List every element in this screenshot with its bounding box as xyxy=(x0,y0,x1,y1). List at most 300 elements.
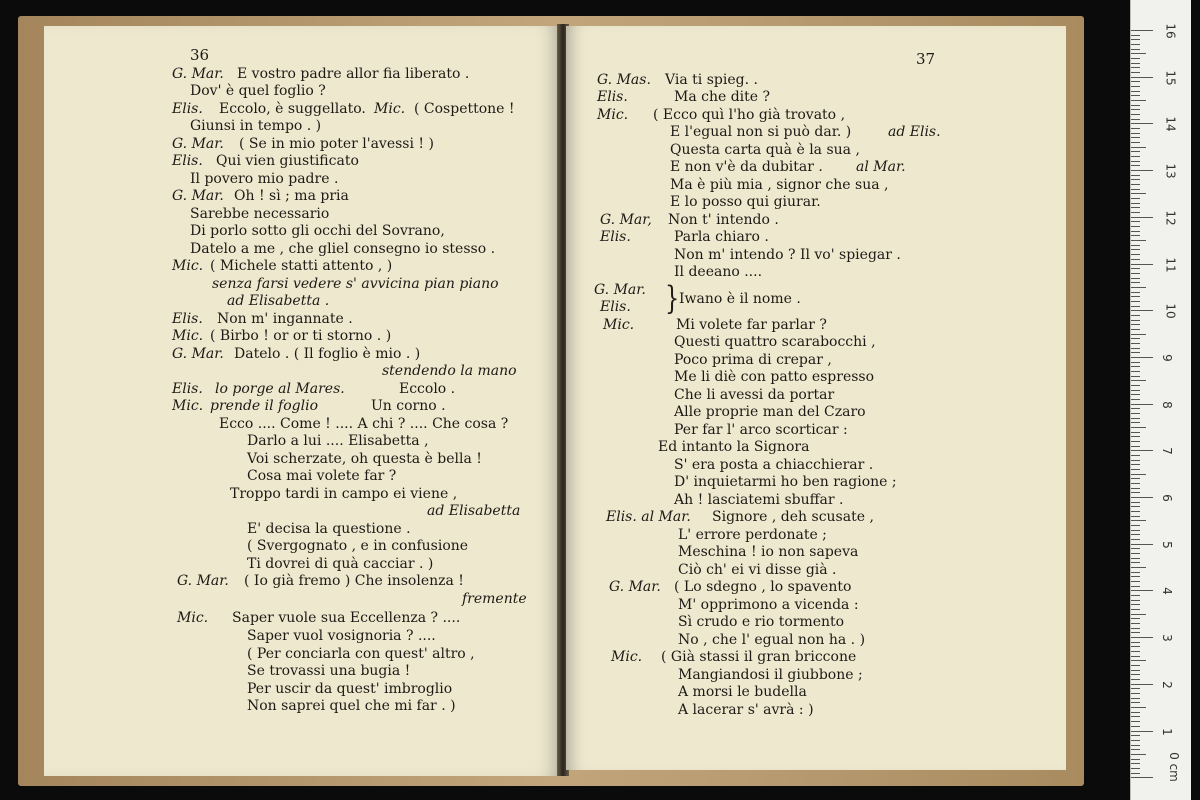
text-line xyxy=(566,509,1066,526)
speaker-label: G. Mar. xyxy=(172,346,224,362)
ruler-tick xyxy=(1131,446,1140,447)
verse-text: ( Michele statti attento , ) xyxy=(210,258,393,274)
ruler-tick xyxy=(1131,469,1140,470)
speaker-label: Elis. xyxy=(172,381,203,397)
ruler-tick xyxy=(1131,268,1140,269)
verse-text: Eccolo . xyxy=(399,381,456,397)
ruler-tick xyxy=(1131,142,1140,143)
verse-text: Alle proprie man del Czaro xyxy=(674,404,866,420)
ruler-tick xyxy=(1131,562,1140,563)
ruler-tick xyxy=(1131,109,1140,110)
speaker-label: Mic. xyxy=(611,649,643,665)
speaker-label: Mic. xyxy=(172,398,204,414)
stage-direction: al Mar. xyxy=(856,159,906,175)
text-line xyxy=(566,89,1066,106)
text-line xyxy=(44,206,561,223)
verse-text: ( Per conciarla con quest' altro , xyxy=(247,646,475,662)
measuring-ruler xyxy=(1130,0,1191,800)
verse-text: Non m' intendo ? Il vo' spiegar . xyxy=(674,247,901,263)
ruler-tick xyxy=(1131,371,1140,372)
text-line xyxy=(566,229,1066,246)
ruler-tick xyxy=(1131,474,1146,475)
ruler-tick xyxy=(1131,450,1153,451)
ruler-tick xyxy=(1131,123,1153,124)
ruler-tick xyxy=(1131,189,1140,190)
ruler-tick xyxy=(1131,534,1140,535)
ruler-tick xyxy=(1131,422,1140,423)
right-page xyxy=(566,26,1066,770)
verse-text: Oh ! sì ; ma pria xyxy=(234,188,349,204)
speaker-label: Mic. xyxy=(172,328,204,344)
ruler-tick xyxy=(1131,749,1140,750)
ruler-tick xyxy=(1131,221,1140,222)
ruler-tick xyxy=(1131,49,1140,50)
verse-text: Mangiandosi il giubbone ; xyxy=(678,667,863,683)
verse-text: Ti dovrei di quà cacciar . ) xyxy=(247,556,434,572)
text-line xyxy=(44,328,561,345)
ruler-tick xyxy=(1131,688,1140,689)
text-line xyxy=(566,334,1066,351)
text-line xyxy=(566,527,1066,544)
text-line xyxy=(44,556,561,573)
stage-direction: prende il foglio xyxy=(210,398,319,414)
ruler-tick xyxy=(1131,520,1146,521)
verse-text: Eccolo, è suggellato. xyxy=(219,101,366,117)
verse-text: Troppo tardi in campo ei viene , xyxy=(230,486,458,502)
ruler-tick xyxy=(1131,656,1140,657)
ruler-tick xyxy=(1131,245,1140,246)
text-line xyxy=(566,562,1066,579)
text-line xyxy=(44,416,561,433)
ruler-tick xyxy=(1131,408,1140,409)
ruler-tick xyxy=(1131,264,1153,265)
ruler-tick xyxy=(1131,773,1140,774)
ruler-tick xyxy=(1131,670,1140,671)
ruler-tick xyxy=(1131,651,1140,652)
text-line xyxy=(44,101,561,118)
text-line xyxy=(44,66,561,83)
ruler-tick xyxy=(1131,156,1140,157)
ruler-tick xyxy=(1131,483,1140,484)
verse-text: Questa carta quà è la sua , xyxy=(670,142,860,158)
verse-text: Me li diè con patto espresso xyxy=(674,369,875,385)
stage-direction: fremente xyxy=(462,591,527,607)
speaker-label: Mic. xyxy=(172,258,204,274)
verse-text: Non t' intendo . xyxy=(668,212,779,228)
ruler-tick xyxy=(1131,553,1140,554)
ruler-tick xyxy=(1131,432,1140,433)
verse-text: Cosa mai volete far ? xyxy=(247,468,397,484)
verse-text: Di porlo sotto gli occhi del Sovrano, xyxy=(190,223,445,239)
ruler-tick xyxy=(1131,282,1140,283)
ruler-number: 5 xyxy=(1159,540,1174,549)
ruler-tick xyxy=(1131,292,1140,293)
verse-text: ( Lo sdegno , lo spavento xyxy=(674,579,852,595)
verse-text: Mi volete far parlar ? xyxy=(676,317,827,333)
ruler-tick xyxy=(1131,217,1153,218)
ruler-tick xyxy=(1131,362,1140,363)
ruler-number: 10 xyxy=(1163,303,1178,319)
speaker-label: G. Mar. xyxy=(594,282,646,298)
ruler-tick xyxy=(1131,203,1140,204)
ruler-tick xyxy=(1131,548,1140,549)
ruler-number: 8 xyxy=(1159,400,1174,409)
verse-text: Ma che dite ? xyxy=(674,89,771,105)
ruler-tick xyxy=(1131,455,1140,456)
ruler-number: 4 xyxy=(1159,587,1174,596)
ruler-tick xyxy=(1131,179,1140,180)
ruler-tick xyxy=(1131,712,1140,713)
ruler-tick xyxy=(1131,502,1140,503)
verse-text: Signore , deh scusate , xyxy=(712,509,874,525)
page-number: 37 xyxy=(916,50,936,68)
speaker-label: Elis. xyxy=(172,101,203,117)
text-line xyxy=(566,72,1066,89)
ruler-tick xyxy=(1131,632,1140,633)
speaker-label: Elis. al Mar. xyxy=(606,509,691,525)
verse-text: E lo posso qui giurar. xyxy=(670,194,821,210)
verse-text: Se trovassi una bugia ! xyxy=(247,663,411,679)
text-line xyxy=(44,503,561,520)
ruler-tick xyxy=(1131,63,1140,64)
verse-text: Saper vuol vosignoria ? .... xyxy=(247,628,436,644)
ruler-tick xyxy=(1131,586,1140,587)
verse-text: Saper vuole sua Eccellenza ? .... xyxy=(232,610,461,626)
speaker-label: Elis. xyxy=(600,229,631,245)
ruler-tick xyxy=(1131,618,1140,619)
text-line xyxy=(44,521,561,538)
ruler-tick xyxy=(1131,488,1140,489)
ruler-tick xyxy=(1131,637,1153,638)
ruler-tick xyxy=(1131,506,1140,507)
text-line xyxy=(566,702,1066,719)
ruler-tick xyxy=(1131,273,1140,274)
text-line xyxy=(44,698,561,715)
ruler-tick xyxy=(1131,726,1140,727)
ruler-tick xyxy=(1131,366,1140,367)
ruler-tick xyxy=(1131,278,1140,279)
text-line xyxy=(44,223,561,240)
speaker-label: Elis. xyxy=(597,89,628,105)
verse-text: A morsi le budella xyxy=(678,684,807,700)
ruler-tick xyxy=(1131,754,1146,755)
ruler-tick xyxy=(1131,324,1140,325)
ruler-tick xyxy=(1131,777,1153,778)
text-line xyxy=(566,212,1066,229)
ruler-tick xyxy=(1131,497,1153,498)
ruler-tick xyxy=(1131,679,1140,680)
verse-text: ( Ecco quì l'ho già trovato , xyxy=(653,107,846,123)
text-line xyxy=(566,317,1066,334)
text-line xyxy=(44,363,561,380)
ruler-tick xyxy=(1131,427,1146,428)
ruler-tick xyxy=(1131,418,1140,419)
text-line xyxy=(566,264,1066,281)
text-line xyxy=(44,118,561,135)
ruler-number: 16 xyxy=(1163,23,1178,39)
ruler-tick xyxy=(1131,100,1146,101)
text-line xyxy=(44,241,561,258)
ruler-tick xyxy=(1131,385,1140,386)
verse-text: Giunsi in tempo . ) xyxy=(190,118,322,134)
ruler-tick xyxy=(1131,44,1140,45)
verse-text: E l'egual non si può dar. ) xyxy=(670,124,852,140)
text-line xyxy=(566,684,1066,701)
speaker-label: G. Mar, xyxy=(600,212,652,228)
verse-text: Non saprei quel che mi far . ) xyxy=(247,698,456,714)
ruler-tick xyxy=(1131,137,1140,138)
ruler-tick xyxy=(1131,707,1146,708)
ruler-tick xyxy=(1131,380,1146,381)
verse-text: Sì crudo e rio tormento xyxy=(678,614,845,630)
ruler-tick xyxy=(1131,207,1140,208)
verse-text: Via ti spieg. . xyxy=(665,72,758,88)
ruler-tick xyxy=(1131,77,1153,78)
ruler-tick xyxy=(1131,165,1140,166)
ruler-tick xyxy=(1131,642,1140,643)
ruler-tick xyxy=(1131,721,1140,722)
ruler-number: 3 xyxy=(1159,634,1174,642)
ruler-tick xyxy=(1131,58,1140,59)
ruler-tick xyxy=(1131,254,1140,255)
stage-direction: lo porge al Mares. xyxy=(215,381,345,397)
text-line xyxy=(566,299,1066,316)
text-line xyxy=(566,142,1066,159)
text-line xyxy=(44,398,561,415)
verse-text: A lacerar s' avrà : ) xyxy=(678,702,814,718)
speaker-label: Mic. xyxy=(597,107,629,123)
ruler-number: 14 xyxy=(1163,116,1178,133)
ruler-tick xyxy=(1131,698,1140,699)
text-line xyxy=(44,610,561,627)
ruler-tick xyxy=(1131,404,1153,405)
text-line xyxy=(566,422,1066,439)
text-line xyxy=(44,381,561,398)
verse-text: Questi quattro scarabocchi , xyxy=(674,334,876,350)
verse-text: Il povero mio padre . xyxy=(190,171,339,187)
ruler-tick xyxy=(1131,702,1140,703)
text-line xyxy=(566,457,1066,474)
ruler-tick xyxy=(1131,693,1140,694)
ruler-tick xyxy=(1131,39,1140,40)
ruler-tick xyxy=(1131,231,1140,232)
text-line xyxy=(44,171,561,188)
text-line xyxy=(566,544,1066,561)
text-line xyxy=(44,258,561,275)
text-line xyxy=(566,649,1066,666)
verse-text: Un corno . xyxy=(371,398,446,414)
ruler-tick xyxy=(1131,660,1146,661)
ruler-tick xyxy=(1131,539,1140,540)
ruler-tick xyxy=(1131,259,1140,260)
verse-text: Ecco .... Come ! .... A chi ? .... Che cosa ? xyxy=(219,416,509,432)
verse-text: ( Svergognato , e in confusione xyxy=(247,538,469,554)
ruler-tick xyxy=(1131,334,1146,335)
verse-text: No , che l' egual non ha . ) xyxy=(678,632,866,648)
verse-text: Il deeano .... xyxy=(674,264,763,280)
verse-text: ( Io già fremo ) Che insolenza ! xyxy=(244,573,464,589)
ruler-tick xyxy=(1131,413,1140,414)
ruler-tick xyxy=(1131,249,1140,250)
verse-text: Dov' è quel foglio ? xyxy=(190,83,326,99)
speaker-label: Elis. xyxy=(172,311,203,327)
speaker-label: Mic. xyxy=(603,317,635,333)
verse-text: Ed intanto la Signora xyxy=(658,439,810,455)
text-line xyxy=(44,468,561,485)
speaker-label: Elis. xyxy=(172,153,203,169)
ruler-tick xyxy=(1131,212,1140,213)
text-line xyxy=(44,573,561,590)
ruler-tick xyxy=(1131,530,1140,531)
text-line xyxy=(566,387,1066,404)
speaker-label: G. Mar. xyxy=(172,136,224,152)
ruler-tick xyxy=(1131,665,1140,666)
ruler-tick xyxy=(1131,581,1140,582)
stage-direction: senza farsi vedere s' avvicina pian piano xyxy=(212,276,499,292)
ruler-tick xyxy=(1131,343,1140,344)
speaker-label: Mic. xyxy=(374,101,406,117)
ruler-tick xyxy=(1131,53,1146,54)
verse-text: Non m' ingannate . xyxy=(217,311,353,327)
ruler-tick xyxy=(1131,193,1146,194)
ruler-tick xyxy=(1131,105,1140,106)
verse-text: L' errore perdonate ; xyxy=(678,527,827,543)
stage-direction: ad Elisabetta . xyxy=(227,293,330,309)
ruler-tick xyxy=(1131,320,1140,321)
ruler-tick xyxy=(1131,95,1140,96)
ruler-tick xyxy=(1131,296,1140,297)
ruler-tick xyxy=(1131,170,1153,171)
ruler-tick xyxy=(1131,86,1140,87)
ruler-number: 15 xyxy=(1163,70,1178,86)
text-line xyxy=(44,433,561,450)
verse-text: S' era posta a chiacchierar . xyxy=(674,457,874,473)
ruler-tick xyxy=(1131,30,1153,31)
verse-text: ( Se in mio poter l'avessi ! ) xyxy=(239,136,434,152)
ruler-number: 1 xyxy=(1159,727,1174,736)
verse-text: E vostro padre allor fia liberato . xyxy=(237,66,470,82)
ruler-tick xyxy=(1131,572,1140,573)
text-line xyxy=(566,369,1066,386)
verse-text: Parla chiaro . xyxy=(674,229,769,245)
ruler-tick xyxy=(1131,614,1146,615)
verse-text: Poco prima di crepar , xyxy=(674,352,832,368)
verse-text: ( Cospettone ! xyxy=(414,101,515,117)
verse-text: Iwano è il nome . xyxy=(679,291,801,307)
ruler-tick xyxy=(1131,394,1140,395)
text-line xyxy=(44,136,561,153)
ruler-tick xyxy=(1131,306,1140,307)
ruler-tick xyxy=(1131,348,1140,349)
ruler-tick xyxy=(1131,759,1140,760)
ruler-tick xyxy=(1131,525,1140,526)
ruler-unit-label: 0 cm xyxy=(1166,752,1181,782)
ruler-tick xyxy=(1131,516,1140,517)
verse-text: Per uscir da quest' imbroglio xyxy=(247,681,453,697)
text-line xyxy=(44,628,561,645)
ruler-tick xyxy=(1131,287,1146,288)
text-line xyxy=(566,579,1066,596)
ruler-tick xyxy=(1131,67,1140,68)
brace-mark: } xyxy=(665,279,680,317)
left-page xyxy=(44,26,561,776)
ruler-tick xyxy=(1131,628,1140,629)
ruler-number: 2 xyxy=(1159,680,1174,689)
text-line xyxy=(44,346,561,363)
verse-text: Voi scherzate, oh questa è bella ! xyxy=(247,451,482,467)
text-line xyxy=(566,597,1066,614)
text-line xyxy=(566,614,1066,631)
text-line xyxy=(566,194,1066,211)
ruler-tick xyxy=(1131,768,1140,769)
ruler-number: 6 xyxy=(1159,494,1174,502)
speaker-label: G. Mas. xyxy=(597,72,651,88)
verse-text: Ah ! lasciatemi sbuffar . xyxy=(674,492,844,508)
verse-text: Darlo a lui .... Elisabetta , xyxy=(247,433,429,449)
ruler-tick xyxy=(1131,609,1140,610)
text-line xyxy=(566,667,1066,684)
ruler-tick xyxy=(1131,352,1140,353)
speaker-label: Elis. xyxy=(600,299,631,315)
text-line xyxy=(44,663,561,680)
stage-direction: ad Elis. xyxy=(888,124,941,140)
text-line xyxy=(566,474,1066,491)
ruler-tick xyxy=(1131,301,1140,302)
ruler-tick xyxy=(1131,576,1140,577)
text-line xyxy=(44,538,561,555)
page-number: 36 xyxy=(190,46,210,64)
ruler-tick xyxy=(1131,745,1140,746)
ruler-tick xyxy=(1131,357,1153,358)
ruler-tick xyxy=(1131,240,1146,241)
verse-text: D' inquietarmi ho ben ragione ; xyxy=(674,474,897,490)
verse-text: E non v'è da dubitar . xyxy=(670,159,823,175)
text-line xyxy=(44,646,561,663)
ruler-tick xyxy=(1131,35,1140,36)
text-line xyxy=(44,83,561,100)
verse-text: Datelo a me , che gliel consegno io stesso . xyxy=(190,241,496,257)
ruler-tick xyxy=(1131,91,1140,92)
ruler-tick xyxy=(1131,623,1140,624)
verse-text: Ma è più mia , signor che sua , xyxy=(670,177,889,193)
text-line xyxy=(566,352,1066,369)
stage-direction: stendendo la mano xyxy=(382,363,517,379)
text-line xyxy=(566,404,1066,421)
speaker-label: G. Mar. xyxy=(609,579,661,595)
verse-text: E' decisa la questione . xyxy=(247,521,411,537)
text-line xyxy=(44,591,561,608)
ruler-tick xyxy=(1131,464,1140,465)
text-line xyxy=(44,293,561,310)
ruler-tick xyxy=(1131,763,1140,764)
text-line xyxy=(566,107,1066,124)
ruler-tick xyxy=(1131,716,1140,717)
ruler-tick xyxy=(1131,184,1140,185)
speaker-label: Mic. xyxy=(177,610,209,626)
ruler-tick xyxy=(1131,492,1140,493)
ruler-tick xyxy=(1131,590,1153,591)
ruler-tick xyxy=(1131,329,1140,330)
text-line xyxy=(44,311,561,328)
text-line xyxy=(566,632,1066,649)
ruler-tick xyxy=(1131,315,1140,316)
text-line xyxy=(44,188,561,205)
text-line xyxy=(44,681,561,698)
ruler-tick xyxy=(1131,604,1140,605)
ruler-tick xyxy=(1131,175,1140,176)
ruler-number: 13 xyxy=(1163,163,1178,179)
ruler-tick xyxy=(1131,600,1140,601)
